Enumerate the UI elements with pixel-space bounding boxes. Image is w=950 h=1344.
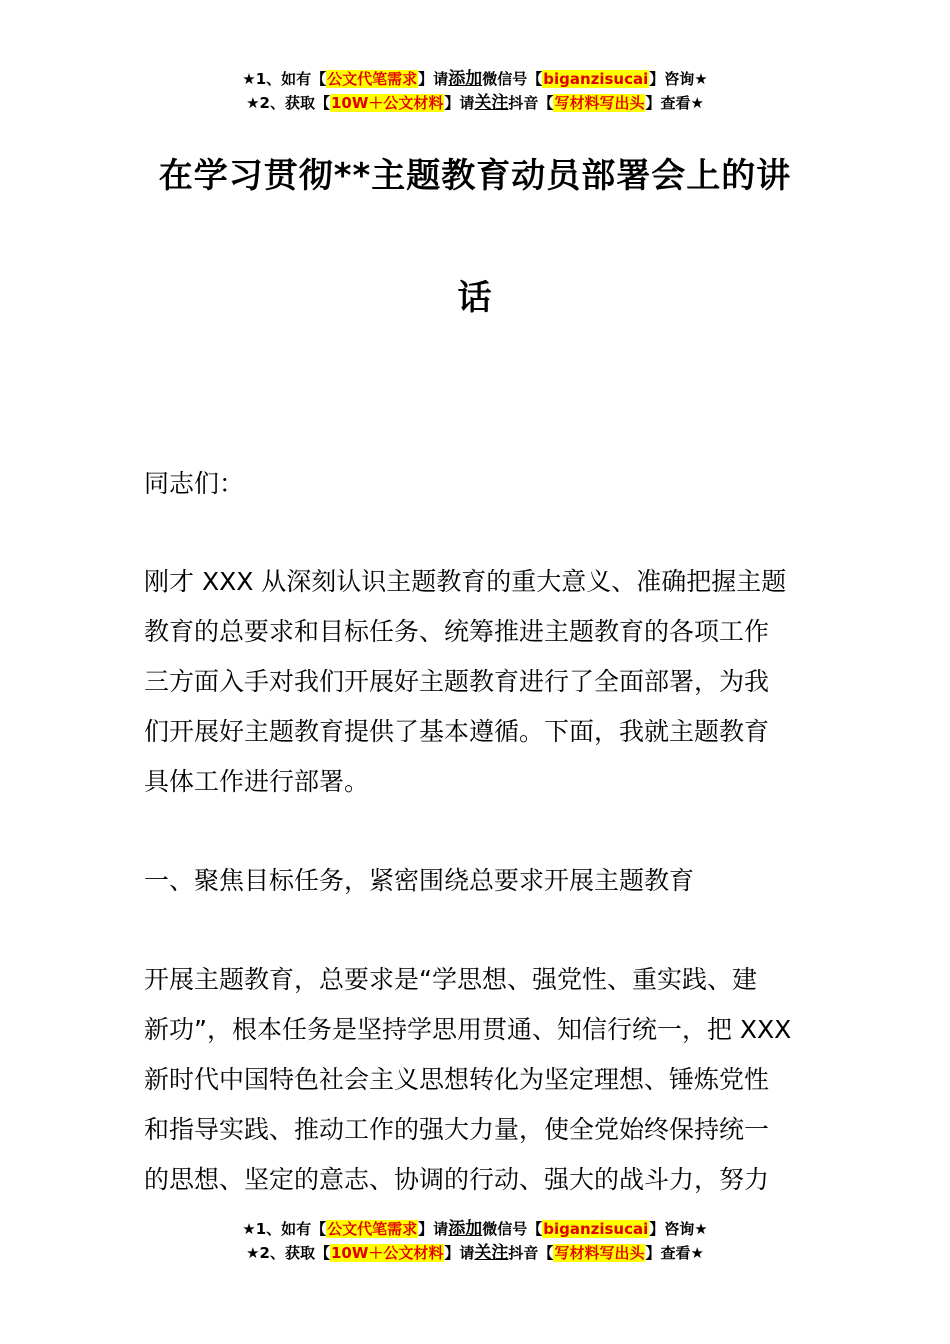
section-heading-1: 一、聚焦目标任务，紧密围绕总要求开展主题教育 xyxy=(144,866,695,895)
promo-line-2: ★2、获取【10W＋公文材料】请关注抖音【写材料写出头】查看★ xyxy=(246,1243,704,1263)
promo-highlight: 公文代笔需求 xyxy=(327,70,418,88)
promo-douyin-id: 写材料写出头 xyxy=(554,1244,645,1262)
paragraph-line: 的思想、坚定的意志、协调的行动、强大的战斗力，努力 xyxy=(144,1165,770,1194)
promo-emphasis: 添加 xyxy=(448,69,483,89)
promo-highlight: 10W＋公文材料 xyxy=(330,94,444,112)
header-promo-banner xyxy=(0,67,950,115)
promo-wechat-id: biganzisucai xyxy=(543,70,649,88)
promo-line-1: ★1、如有【公文代笔需求】请添加微信号【biganzisucai】咨询★ xyxy=(242,1219,708,1239)
promo-highlight: 10W＋公文材料 xyxy=(330,1244,444,1262)
document-title-line-1: 在学习贯彻**主题教育动员部署会上的讲 xyxy=(158,156,792,196)
footer-promo-banner xyxy=(0,1217,950,1265)
paragraph-line: 和指导实践、推动工作的强大力量，使全党始终保持统一 xyxy=(144,1115,770,1144)
salutation: 同志们： xyxy=(144,469,245,498)
paragraph-line: 刚才 XXX 从深刻认识主题教育的重大意义、准确把握主题 xyxy=(144,567,787,596)
paragraph-line: 具体工作进行部署。 xyxy=(144,767,370,796)
promo-wechat-id: biganzisucai xyxy=(543,1220,649,1238)
promo-douyin-id: 写材料写出头 xyxy=(554,94,645,112)
paragraph-line: 们开展好主题教育提供了基本遵循。下面，我就主题教育 xyxy=(144,717,770,746)
promo-emphasis: 关注 xyxy=(474,93,509,113)
document-title-line-2: 话 xyxy=(457,278,493,318)
promo-emphasis: 关注 xyxy=(474,1243,509,1263)
paragraph-line: 新功”，根本任务是坚持学思用贯通、知信行统一，把 XXX xyxy=(144,1015,792,1044)
paragraph-2 xyxy=(144,955,814,1205)
promo-line-2: ★2、获取【10W＋公文材料】请关注抖音【写材料写出头】查看★ xyxy=(246,93,704,113)
paragraph-line: 开展主题教育，总要求是“学思想、强党性、重实践、建 xyxy=(144,965,757,994)
paragraph-line: 教育的总要求和目标任务、统筹推进主题教育的各项工作 xyxy=(144,617,770,646)
promo-line-1: ★1、如有【公文代笔需求】请添加微信号【biganzisucai】咨询★ xyxy=(242,69,708,89)
promo-highlight: 公文代笔需求 xyxy=(327,1220,418,1238)
promo-emphasis: 添加 xyxy=(448,1219,483,1239)
paragraph-line: 新时代中国特色社会主义思想转化为坚定理想、锤炼党性 xyxy=(144,1065,770,1094)
paragraph-1 xyxy=(144,557,814,807)
paragraph-line: 三方面入手对我们开展好主题教育进行了全面部署，为我 xyxy=(144,667,770,696)
